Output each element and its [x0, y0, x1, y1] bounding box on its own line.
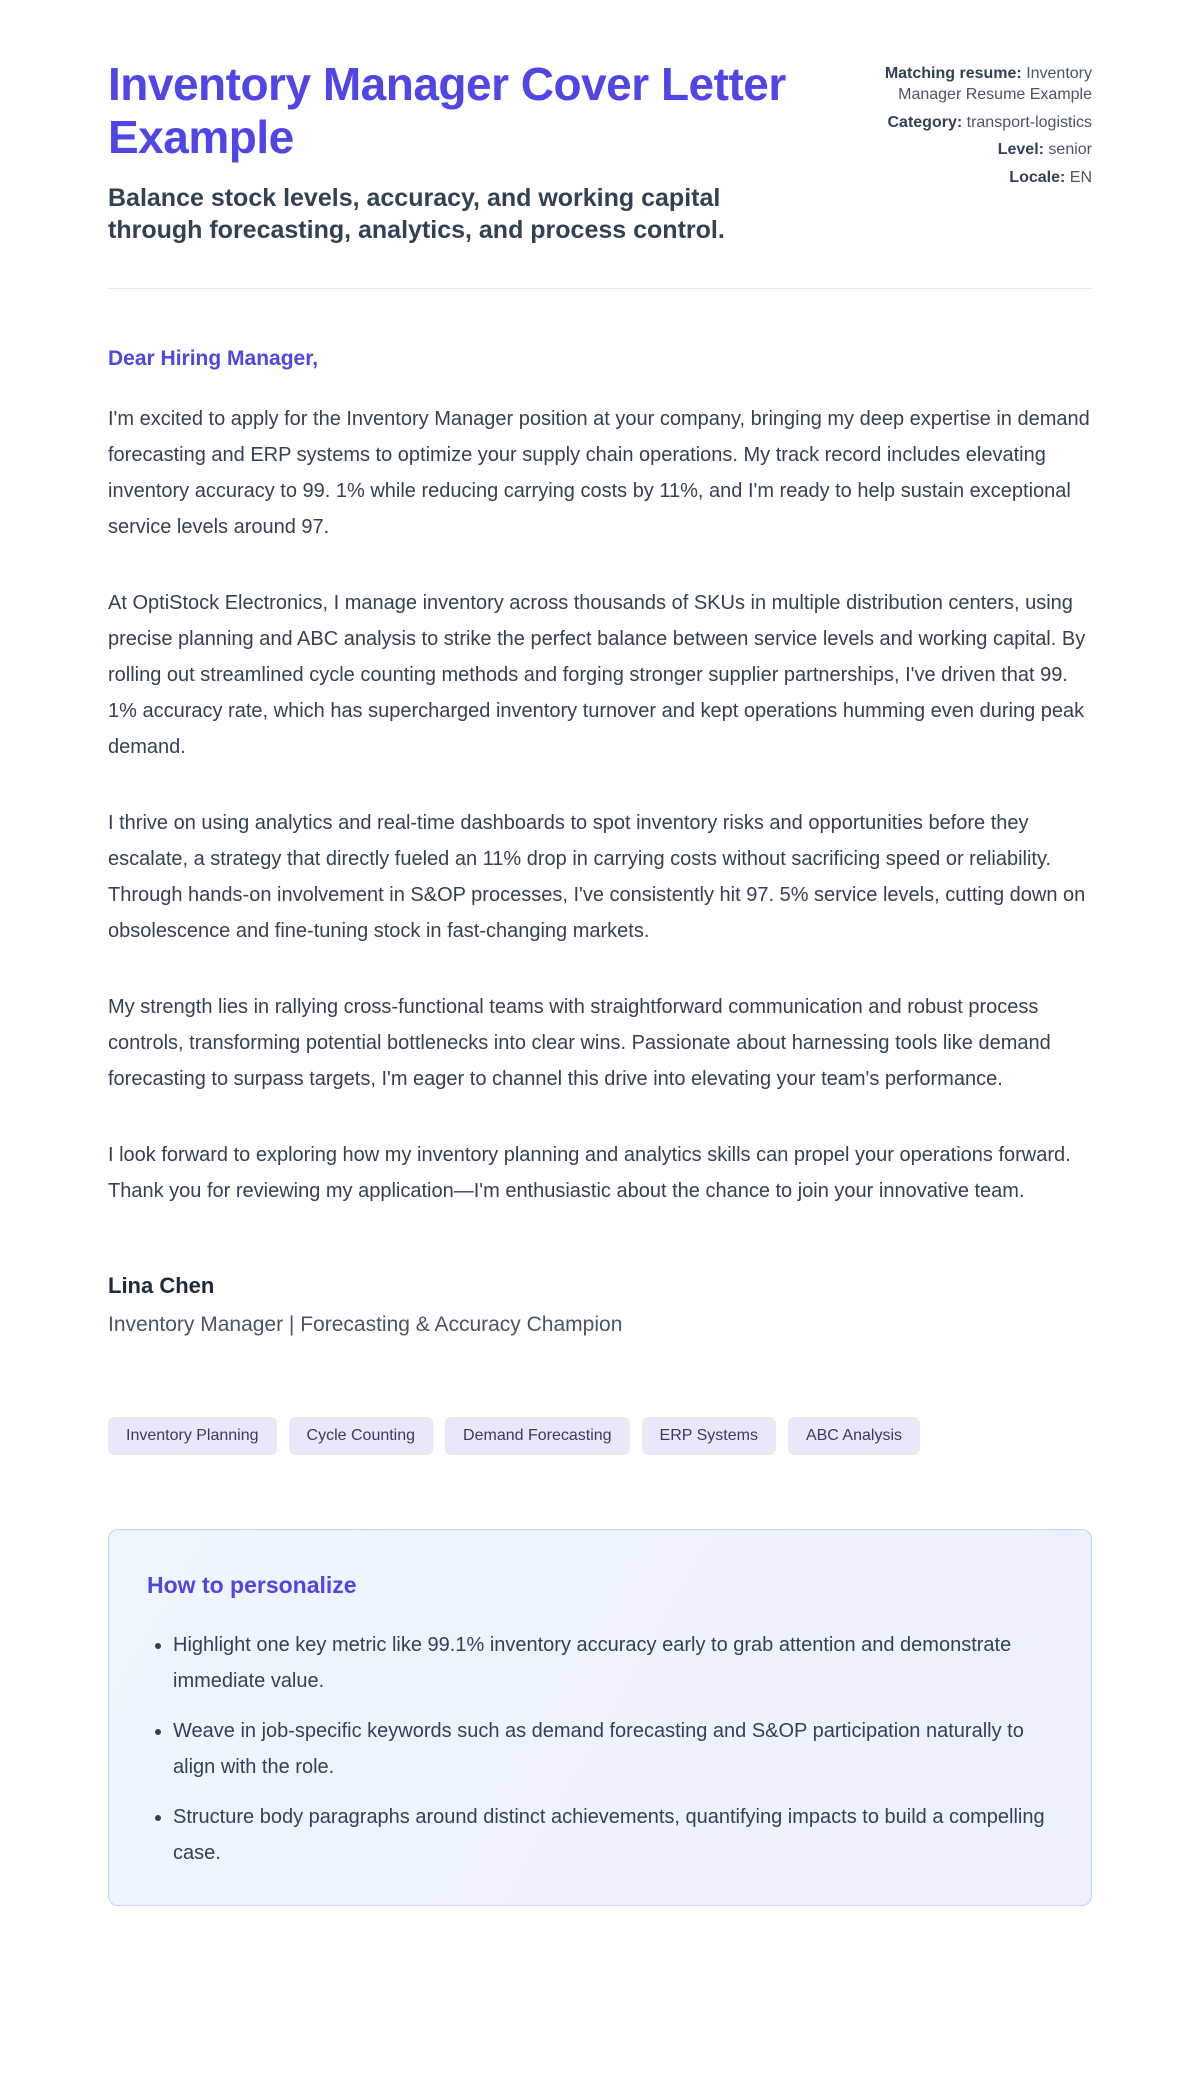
page-title: Inventory Manager Cover Letter Example	[108, 58, 786, 163]
skill-tag-list	[108, 1417, 1092, 1455]
category-value: transport-logistics	[966, 113, 1092, 131]
meta-matching-resume	[882, 64, 1092, 106]
personalize-tip-list	[147, 1627, 1053, 1871]
locale-label: Locale:	[1009, 169, 1066, 187]
signature-title: Inventory Manager | Forecasting & Accuracy Champion	[108, 1312, 623, 1336]
letter-paragraph: I thrive on using analytics and real-time dashboards to spot inventory risks and opportunities before they escalate, a strategy that directly fueled an 11% drop in carrying costs without sacrificing speed or reliability. Through hands-on involvement in S&OP processes, I've consistently hit 97. 5% service levels, cutting down on obsolescence and fine-tuning stock in fast-changing markets.	[108, 811, 1086, 942]
matching-resume-label: Matching resume:	[884, 65, 1022, 82]
personalize-tip: • Highlight one key metric like 99.1% inventory accuracy early to grab attention and demonstrate immediate value.	[173, 1627, 1053, 1699]
letter-paragraph: At OptiStock Electronics, I manage inventory across thousands of SKUs in multiple distribution centers, using precise planning and ABC analysis to strike the perfect balance between service levels and working capital. By rolling out streamlined cycle counting methods and forging stronger supplier partnerships, I've driven that 99. 1% accuracy rate, which has supercharged inventory turnover and kept operations humming even during peak demand.	[108, 591, 1086, 758]
signature-name: Lina Chen	[108, 1272, 215, 1298]
skill-tag: ABC Analysis	[788, 1417, 920, 1455]
level-value: senior	[1048, 141, 1092, 159]
category-label: Category:	[887, 113, 963, 131]
personalize-title: How to personalize	[147, 1571, 357, 1598]
content-container	[108, 0, 1092, 1970]
personalize-tip: • Weave in job-specific keywords such as demand forecasting and S&OP participation naturally to align with the role.	[173, 1713, 1053, 1785]
header-divider	[108, 288, 1092, 289]
letter-paragraph: I look forward to exploring how my inventory planning and analytics skills can propel your operations forward. Thank you for reviewing my application—I'm enthusiastic about the chance to join your innovative team.	[108, 1143, 1071, 1202]
header-meta	[882, 58, 1092, 196]
cover-letter	[108, 347, 1092, 1337]
header	[108, 58, 1092, 246]
skill-tag: ERP Systems	[642, 1417, 776, 1455]
header-title-block	[108, 58, 788, 246]
skill-tag: Inventory Planning	[108, 1417, 277, 1455]
salutation: Dear Hiring Manager,	[108, 346, 319, 370]
matching-resume-value: Inventory Manager Resume Example	[898, 65, 1092, 103]
personalize-box	[108, 1529, 1092, 1906]
letter-paragraph: I'm excited to apply for the Inventory Manager position at your company, bringing my deep expertise in demand forecasting and ERP systems to optimize your supply chain operations. My track record includes elevating inventory accuracy to 99. 1% while reducing carrying costs by 11%, and I'm ready to help sustain exceptional service levels around 97.	[108, 407, 1090, 538]
meta-category	[882, 113, 1092, 134]
skill-tag: Cycle Counting	[289, 1417, 434, 1455]
letter-paragraph: My strength lies in rallying cross-functional teams with straightforward communication and robust process controls, transforming potential bottlenecks into clear wins. Passionate about harnessing tools like demand forecasting to surpass targets, I'm eager to channel this drive into elevating your team's performance.	[108, 995, 1051, 1090]
skill-tag: Demand Forecasting	[445, 1417, 630, 1455]
personalize-tip: • Structure body paragraphs around distinct achievements, quantifying impacts to build a compelling case.	[173, 1799, 1053, 1871]
page-subtitle: Balance stock levels, accuracy, and working capital through forecasting, analytics, and process control.	[108, 183, 725, 244]
meta-level	[882, 140, 1092, 161]
meta-locale	[882, 168, 1092, 189]
locale-value: EN	[1069, 169, 1092, 187]
level-label: Level:	[997, 141, 1044, 159]
